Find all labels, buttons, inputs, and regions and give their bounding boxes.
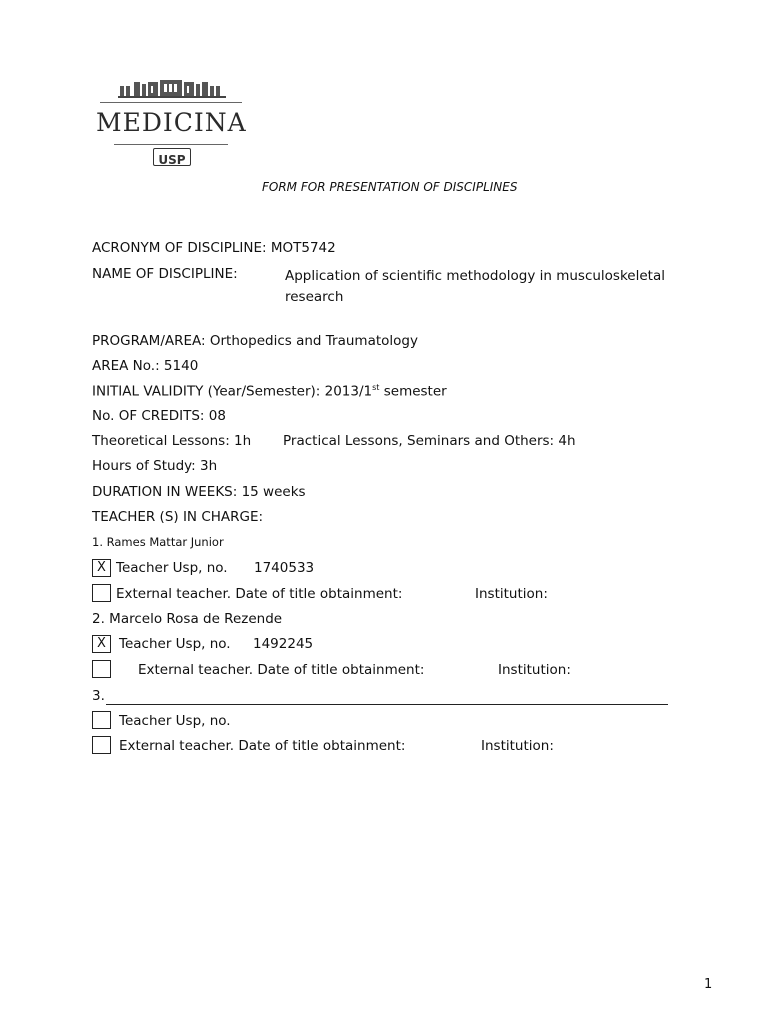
teacher2-external-label: External teacher. Date of title obtainment: (138, 662, 425, 678)
teacher1-external-label: External teacher. Date of title obtainment: (116, 586, 403, 602)
teacher3-external-checkbox[interactable] (92, 736, 111, 754)
name-value: Application of scientific methodology in musculoskeletal research (285, 268, 665, 305)
teachers-heading: TEACHER (S) IN CHARGE: (92, 509, 264, 525)
teacher2-usp-number: 1492245 (253, 636, 314, 652)
teacher1-external-checkbox[interactable] (92, 584, 111, 602)
program-line: PROGRAM/AREA: Orthopedics and Traumatology (92, 333, 418, 349)
area-no-line: AREA No.: 5140 (92, 358, 199, 374)
theoretical-line: Theoretical Lessons: 1h (92, 433, 252, 449)
usp-mark (153, 148, 191, 166)
teacher3-institution-label: Institution: (481, 738, 554, 754)
teacher3-external-label: External teacher. Date of title obtainment: (119, 738, 406, 754)
teacher3-name: 3. (92, 688, 105, 704)
logo-text: MEDICINA (96, 108, 247, 137)
teacher2-name: 2. Marcelo Rosa de Rezende (92, 611, 283, 627)
validity-prefix: INITIAL VALIDITY (Year/Semester): 2013/1 (92, 383, 373, 400)
medicina-usp-logo (96, 78, 246, 168)
credits-line: No. OF CREDITS: 08 (92, 408, 226, 424)
form-title: FORM FOR PRESENTATION OF DISCIPLINES (262, 180, 518, 194)
name-label: NAME OF DISCIPLINE: (92, 266, 238, 282)
hours-study-line: Hours of Study: 3h (92, 458, 218, 474)
teacher1-institution-label: Institution: (475, 586, 548, 602)
teacher1-usp-number: 1740533 (254, 560, 315, 576)
validity-line (92, 383, 447, 400)
validity-suffix: semester (379, 383, 447, 400)
teacher2-institution-label: Institution: (498, 662, 571, 678)
teacher1-usp-checkbox[interactable]: X (92, 559, 111, 577)
page-number: 1 (704, 977, 713, 992)
practical-line: Practical Lessons, Seminars and Others: 4h (283, 433, 576, 449)
teacher2-usp-label: Teacher Usp, no. (119, 636, 231, 652)
teacher2-external-checkbox[interactable] (92, 660, 111, 678)
usp-mark-text: USP (158, 153, 186, 167)
teacher2-usp-checkbox[interactable]: X (92, 635, 111, 653)
teacher1-name: 1. Rames Mattar Junior (92, 535, 224, 549)
teacher1-usp-label: Teacher Usp, no. (116, 560, 228, 576)
teacher3-usp-label: Teacher Usp, no. (119, 713, 231, 729)
teacher3-usp-checkbox[interactable] (92, 711, 111, 729)
teacher3-name-blank[interactable] (106, 704, 668, 705)
acronym-line: ACRONYM OF DISCIPLINE: MOT5742 (92, 240, 336, 256)
validity-sup: st (372, 383, 380, 392)
duration-line: DURATION IN WEEKS: 15 weeks (92, 484, 306, 500)
